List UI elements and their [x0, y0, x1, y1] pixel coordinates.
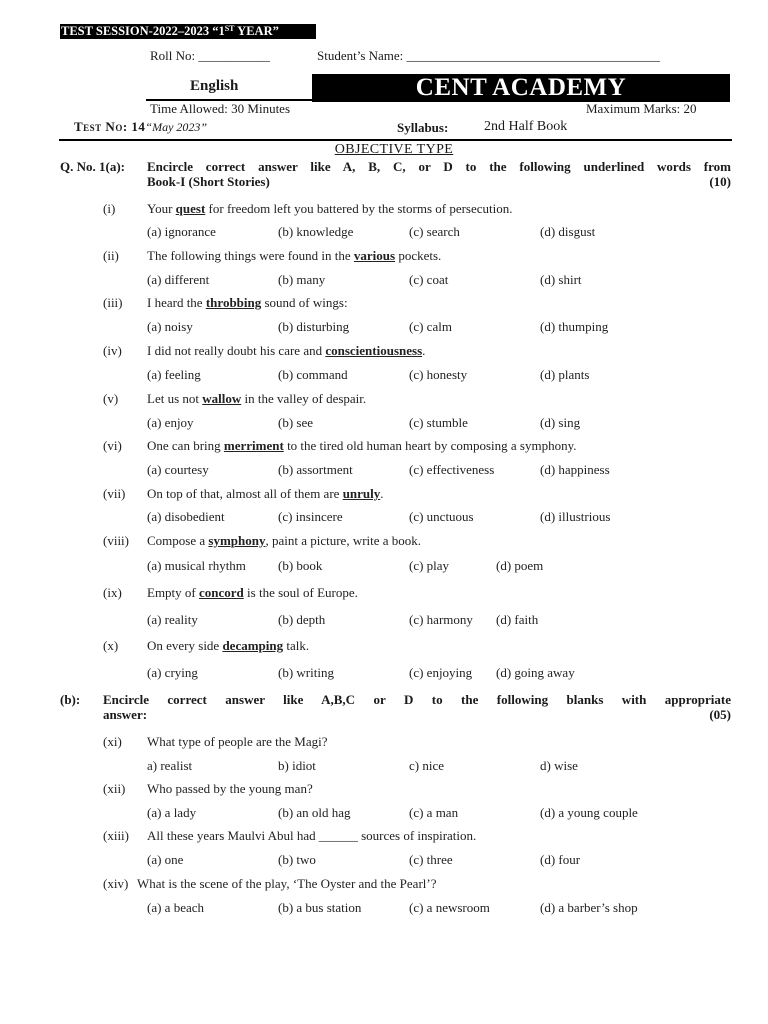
section-a-marks: (10) — [709, 174, 731, 189]
question-text: I did not really doubt his care and conscientiousness. — [147, 343, 426, 358]
answer-option[interactable]: (d) happiness — [540, 462, 610, 477]
question-text: What type of people are the Magi? — [147, 734, 328, 749]
question-number: (xi) — [103, 734, 122, 749]
answer-option[interactable]: (c) play — [409, 558, 450, 573]
answer-option[interactable]: (b) a bus station — [278, 900, 362, 915]
answer-option[interactable]: (c) effectiveness — [409, 462, 495, 477]
answer-option[interactable]: (c) honesty — [409, 367, 468, 382]
answer-option[interactable]: (a) different — [147, 272, 210, 287]
answer-option[interactable]: (b) writing — [278, 665, 334, 680]
answer-option[interactable]: (a) feeling — [147, 367, 201, 382]
answer-option[interactable]: (d) sing — [540, 415, 581, 430]
answer-option[interactable]: (b) two — [278, 852, 316, 867]
question-text: Your quest for freedom left you battered by the storms of persecution. — [147, 201, 513, 216]
answer-option[interactable]: (d) illustrious — [540, 509, 611, 524]
answer-option[interactable]: (c) unctuous — [409, 509, 474, 524]
answer-option[interactable]: (a) one — [147, 852, 184, 867]
answer-option[interactable]: (a) courtesy — [147, 462, 209, 477]
answer-option[interactable]: (d) four — [540, 852, 581, 867]
syllabus-label: Syllabus: — [397, 120, 449, 135]
answer-option[interactable]: a) realist — [147, 758, 193, 773]
answer-option[interactable]: (d) poem — [496, 558, 544, 573]
answer-option[interactable]: (a) reality — [147, 612, 198, 627]
header-divider — [59, 139, 732, 141]
question-number: (vi) — [103, 438, 122, 453]
question-number: (xiv) — [103, 876, 129, 891]
answer-option[interactable]: (a) musical rhythm — [147, 558, 246, 573]
student-name-field: Student’s Name: _______________________________________ — [317, 48, 661, 63]
answer-option[interactable]: (c) a man — [409, 805, 459, 820]
underlined-word: quest — [175, 201, 206, 216]
question-text: On every side decamping talk. — [147, 638, 310, 653]
question-number: (v) — [103, 391, 119, 406]
question-text: One can bring merriment to the tired old human heart by composing a symphony. — [147, 438, 577, 453]
section-a-instruction: Encircle correct answer like A, B, C, or D to the following underlined words from Book-I (Short Stories) (10) — [147, 159, 731, 189]
question-text: On top of that, almost all of them are unruly. — [147, 486, 384, 501]
question-text: Who passed by the young man? — [147, 781, 313, 796]
answer-option[interactable]: (c) coat — [409, 272, 449, 287]
answer-option[interactable]: (b) depth — [278, 612, 326, 627]
answer-option[interactable]: (b) command — [278, 367, 348, 382]
underlined-word: symphony — [208, 533, 266, 548]
question-number: (xiii) — [103, 828, 129, 843]
question-number: (x) — [103, 638, 119, 653]
answer-option[interactable]: (d) disgust — [540, 224, 596, 239]
section-b-marks: (05) — [709, 707, 731, 722]
question-number-1b: (b): — [60, 692, 81, 707]
time-allowed: Time Allowed: 30 Minutes — [150, 101, 291, 116]
question-text: All these years Maulvi Abul had ______ sources of inspiration. — [147, 828, 477, 843]
answer-option[interactable]: (d) thumping — [540, 319, 609, 334]
question-number: (i) — [103, 201, 116, 216]
answer-option[interactable]: (d) plants — [540, 367, 590, 382]
question-number-1a: Q. No. 1(a): — [60, 159, 125, 174]
section-b-instruction: Encircle correct answer like A,B,C or D to the following blanks with appropriate answer: (05) — [103, 692, 731, 722]
answer-option[interactable]: d) wise — [540, 758, 578, 773]
answer-option[interactable]: (a) ignorance — [147, 224, 216, 239]
answer-option[interactable]: (b) book — [278, 558, 323, 573]
answer-option[interactable]: (b) disturbing — [278, 319, 350, 334]
answer-option[interactable]: (c) three — [409, 852, 453, 867]
answer-option[interactable]: (c) search — [409, 224, 460, 239]
answer-option[interactable]: (a) disobedient — [147, 509, 225, 524]
answer-option[interactable]: (b) an old hag — [278, 805, 351, 820]
roll-number-field: Roll No: ___________ — [150, 48, 270, 63]
underlined-word: wallow — [202, 391, 242, 406]
answer-option[interactable]: (c) enjoying — [409, 665, 473, 680]
underlined-word: merriment — [223, 438, 284, 453]
question-number: (ix) — [103, 585, 122, 600]
underlined-word: conscientiousness — [325, 343, 423, 358]
subject-label: English — [190, 78, 239, 94]
test-number: Test No: 14“May 2023” — [74, 119, 208, 134]
answer-option[interactable]: c) nice — [409, 758, 445, 773]
answer-option[interactable]: (d) shirt — [540, 272, 582, 287]
answer-option[interactable]: (c) calm — [409, 319, 452, 334]
maximum-marks: Maximum Marks: 20 — [586, 101, 697, 116]
academy-banner: CENT ACADEMY — [312, 74, 730, 102]
answer-option[interactable]: (a) enjoy — [147, 415, 194, 430]
question-number: (iv) — [103, 343, 122, 358]
answer-option[interactable]: (d) faith — [496, 612, 539, 627]
underlined-word: decamping — [222, 638, 284, 653]
answer-option[interactable]: (a) a beach — [147, 900, 205, 915]
answer-option[interactable]: b) idiot — [278, 758, 316, 773]
answer-option[interactable]: (b) see — [278, 415, 314, 430]
test-session-banner: TEST SESSION-2022–2023 “1ST YEAR” — [60, 24, 316, 39]
syllabus-value: 2nd Half Book — [484, 119, 568, 134]
underlined-word: throbbing — [205, 295, 262, 310]
question-text: Let us not wallow in the valley of despair. — [147, 391, 367, 406]
answer-option[interactable]: (d) going away — [496, 665, 575, 680]
question-number: (iii) — [103, 295, 123, 310]
answer-option[interactable]: (c) harmony — [409, 612, 473, 627]
question-text: I heard the throbbing sound of wings: — [147, 295, 348, 310]
underlined-word: unruly — [342, 486, 381, 501]
answer-option[interactable]: (a) crying — [147, 665, 198, 680]
question-text: Compose a symphony, paint a picture, write a book. — [147, 533, 422, 548]
answer-option[interactable]: (b) knowledge — [278, 224, 354, 239]
underlined-word: various — [353, 248, 396, 263]
answer-option[interactable]: (b) assortment — [278, 462, 353, 477]
question-text: The following things were found in the various pockets. — [147, 248, 442, 263]
answer-option[interactable]: (a) noisy — [147, 319, 193, 334]
answer-option[interactable]: (c) a newsroom — [409, 900, 490, 915]
underlined-word: concord — [199, 585, 244, 600]
question-number: (vii) — [103, 486, 126, 501]
answer-option[interactable]: (d) a young couple — [540, 805, 638, 820]
section-heading: OBJECTIVE TYPE — [334, 142, 454, 157]
question-text: What is the scene of the play, ‘The Oyster and the Pearl’? — [137, 876, 437, 891]
question-text: Empty of concord is the soul of Europe. — [147, 585, 358, 600]
question-number: (ii) — [103, 248, 119, 263]
answer-option[interactable]: (c) stumble — [409, 415, 468, 430]
answer-option[interactable]: (d) a barber’s shop — [540, 900, 638, 915]
answer-option[interactable]: (b) many — [278, 272, 326, 287]
question-number: (xii) — [103, 781, 126, 796]
answer-option[interactable]: (a) a lady — [147, 805, 197, 820]
answer-option[interactable]: (c) insincere — [278, 509, 343, 524]
question-number: (viii) — [103, 533, 129, 548]
